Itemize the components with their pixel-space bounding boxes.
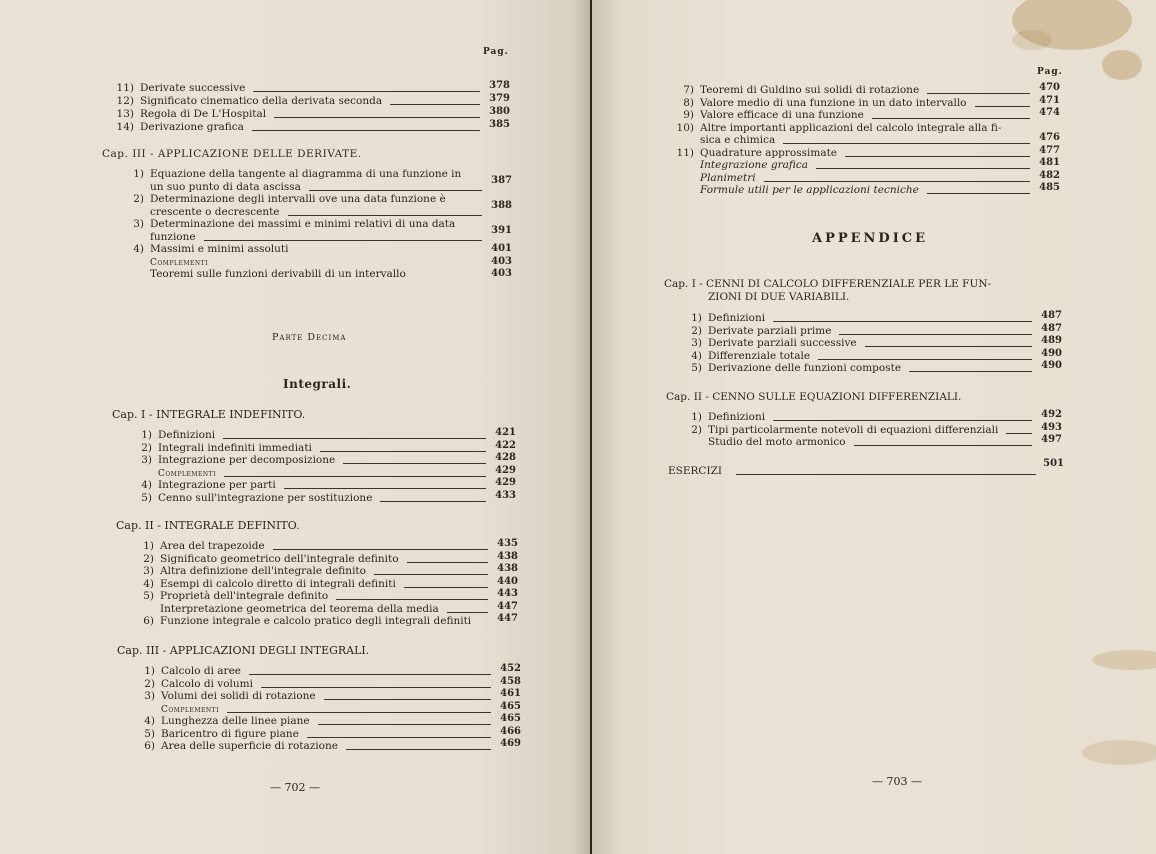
- leader-line: [204, 231, 482, 241]
- item-number: 2): [691, 324, 702, 337]
- item-number: 2): [691, 423, 702, 436]
- leader-line: [872, 109, 1030, 119]
- item-number: 2): [144, 677, 155, 690]
- toc-row: [130, 492, 372, 505]
- item-page: 422: [495, 439, 516, 451]
- item-number: 5): [143, 590, 154, 602]
- toc-row: [130, 442, 312, 455]
- leader-line: [336, 590, 488, 600]
- item-label: Determinazione dei massimi e minimi relativi di una data: [150, 218, 456, 230]
- item-number: 3): [144, 690, 155, 702]
- item-page: 489: [1041, 335, 1062, 346]
- leader-line: [854, 436, 1032, 446]
- page-number-right: — 703 —: [872, 775, 922, 788]
- toc-row: [122, 243, 289, 256]
- item-page: 387: [491, 174, 512, 186]
- toc-row-continued: [150, 206, 280, 219]
- leader-line: [346, 740, 491, 750]
- item-label: Valore medio di una funzione in un dato intervallo: [700, 96, 967, 109]
- leader-line: [404, 578, 488, 588]
- item-number: 2): [133, 193, 144, 205]
- item-label: Differenziale totale: [708, 349, 811, 362]
- pag-label-right: Pag.: [1037, 67, 1063, 77]
- item-number: 6): [143, 615, 154, 627]
- integrali-title: Integrali.: [283, 377, 352, 391]
- leader-line: [447, 603, 488, 613]
- item-page: 438: [497, 563, 518, 574]
- app-capI-title-1: Cap. I - CENNI DI CALCOLO DIFFERENZIALE PER LE FUN-: [664, 278, 992, 290]
- item-page: 429: [495, 464, 516, 476]
- item-page: 465: [500, 700, 521, 712]
- leader-line: [261, 678, 491, 688]
- toc-row: [680, 350, 810, 363]
- item-label: Integrazione grafica: [700, 159, 809, 171]
- toc-row: [132, 603, 439, 616]
- item-page: 490: [1041, 360, 1062, 371]
- stain-small: [1012, 30, 1052, 50]
- item-page: 435: [497, 538, 518, 549]
- item-number: 4): [691, 349, 702, 362]
- item-page: 497: [1041, 434, 1062, 445]
- item-page: 477: [1039, 144, 1060, 156]
- toc-row: [672, 134, 775, 147]
- item-label: Altra definizione dell'integrale definito: [160, 565, 366, 577]
- toc-row: [122, 168, 461, 181]
- item-label: Derivazione delle funzioni composte: [708, 362, 902, 374]
- item-label: Cenno sull'integrazione per sostituzione: [158, 491, 373, 504]
- item-number: 1): [133, 168, 144, 180]
- toc-row: [133, 690, 316, 703]
- toc-row: [672, 84, 919, 97]
- item-label: Altre importanti applicazioni del calcolo integrale alla fi-: [700, 121, 1002, 134]
- item-label: Complementi: [161, 704, 219, 715]
- item-number: 1): [691, 411, 702, 423]
- item-label: Complementi: [150, 257, 208, 268]
- item-label: sica e chimica: [700, 134, 776, 146]
- item-label: Volumi dei solidi di rotazione: [161, 690, 316, 702]
- item-number: 9): [683, 109, 694, 121]
- item-page: 492: [1041, 409, 1062, 420]
- item-page: 469: [500, 738, 521, 749]
- item-label: Regola di De L'Hospital: [140, 108, 267, 120]
- item-page: 378: [489, 80, 510, 91]
- leader-line: [927, 84, 1030, 94]
- item-number: 5): [144, 727, 155, 740]
- item-number: 3): [141, 454, 152, 466]
- item-number: 8): [683, 96, 694, 109]
- item-number: 4): [144, 715, 155, 727]
- item-page: 493: [1041, 421, 1062, 433]
- toc-row: [672, 122, 1001, 135]
- toc-row: [672, 109, 864, 122]
- item-label: Integrali indefiniti immediati: [158, 441, 312, 454]
- toc-row: [122, 268, 406, 281]
- stain-corner: [1102, 50, 1142, 80]
- capII-title: Cap. II - INTEGRALE DEFINITO.: [116, 519, 300, 532]
- item-label-cont: crescente o decrescente: [150, 205, 280, 218]
- item-label-cont: un suo punto di data ascissa: [150, 180, 301, 193]
- leader-line: [927, 184, 1030, 194]
- toc-row: [130, 454, 335, 467]
- item-number: 10): [676, 121, 694, 134]
- item-label: Esempi di calcolo diretto di integrali definiti: [160, 577, 396, 590]
- leader-line: [816, 159, 1030, 169]
- item-page: 487: [1041, 322, 1062, 334]
- right-page: [592, 0, 1156, 854]
- pag-label: Pag.: [483, 47, 509, 57]
- item-number: 14): [116, 121, 134, 133]
- leader-line: [318, 715, 491, 725]
- item-page: 385: [489, 119, 510, 130]
- toc-row: [133, 740, 338, 753]
- toc-row: [680, 411, 765, 424]
- item-number: 1): [143, 540, 154, 552]
- item-page: 482: [1039, 169, 1060, 181]
- toc-row: [672, 159, 808, 172]
- leader-line: [975, 97, 1030, 107]
- stain-bottom: [1092, 650, 1156, 670]
- toc-row: [672, 172, 756, 185]
- item-number: 7): [683, 84, 694, 96]
- item-page: 466: [500, 725, 521, 737]
- toc-row: [680, 312, 765, 325]
- leader-line: [773, 312, 1032, 322]
- toc-row: [133, 665, 241, 678]
- item-number: 12): [116, 95, 134, 107]
- item-page: 474: [1039, 107, 1060, 118]
- leader-line: [736, 465, 1036, 475]
- item-page: 481: [1039, 157, 1060, 168]
- item-label: Derivate parziali successive: [708, 337, 857, 349]
- item-page: 401: [491, 243, 512, 254]
- item-number: 4): [143, 577, 154, 590]
- toc-row: [130, 429, 215, 442]
- item-number: 6): [144, 740, 155, 752]
- item-number: 2): [143, 552, 154, 565]
- item-label: Planimetri: [700, 171, 756, 184]
- parte-decima: Parte Decima: [272, 332, 347, 343]
- item-label: Significato cinematico della derivata seconda: [140, 95, 383, 107]
- item-page: 379: [489, 93, 510, 104]
- toc-row: [672, 147, 837, 160]
- item-page: 440: [497, 575, 518, 587]
- esercizi-row: [668, 465, 1063, 478]
- toc-row-continued: [150, 231, 196, 244]
- item-number: 3): [133, 218, 144, 230]
- item-number: 5): [691, 362, 702, 374]
- item-number: 5): [141, 491, 152, 504]
- item-number: 2): [141, 441, 152, 454]
- leader-line: [909, 362, 1032, 372]
- esercizi-label: ESERCIZI: [668, 465, 723, 477]
- item-label: Derivate parziali prime: [708, 324, 832, 337]
- item-page: 447: [497, 613, 518, 624]
- leader-line: [764, 172, 1030, 182]
- leader-line: [865, 337, 1032, 347]
- item-number: 1): [141, 429, 152, 441]
- toc-row: [122, 218, 455, 231]
- toc-row: [132, 578, 396, 591]
- leader-line: [324, 690, 491, 700]
- item-label: Lunghezza delle linee piane: [161, 715, 310, 727]
- item-page: 465: [500, 713, 521, 724]
- item-number: 11): [116, 82, 134, 94]
- toc-row-continued: [150, 181, 301, 194]
- leader-line: [839, 325, 1032, 335]
- item-page: 403: [491, 255, 512, 267]
- leader-line: [320, 442, 486, 452]
- item-label: Massimi e minimi assoluti: [150, 243, 289, 255]
- toc-row: [133, 678, 253, 691]
- toc-row: [680, 362, 901, 375]
- leader-line: [390, 95, 480, 105]
- leader-line: [223, 429, 486, 439]
- item-label: Calcolo di volumi: [161, 677, 253, 690]
- item-number: 1): [144, 665, 155, 677]
- toc-row: [112, 121, 244, 134]
- item-label: Definizioni: [708, 411, 766, 423]
- item-page: 471: [1039, 94, 1060, 106]
- toc-row: [132, 540, 265, 553]
- toc-row: [680, 325, 831, 338]
- item-number: 4): [141, 479, 152, 491]
- item-page: 461: [500, 688, 521, 699]
- item-page: 388: [491, 199, 512, 211]
- item-label: Teoremi di Guldino sui solidi di rotazione: [700, 84, 920, 96]
- item-label: Baricentro di figure piane: [161, 727, 299, 740]
- app-capII-title: Cap. II - CENNO SULLE EQUAZIONI DIFFERENZIALI.: [666, 391, 962, 403]
- item-label: Area del trapezoide: [160, 540, 265, 552]
- item-page: 447: [497, 600, 518, 612]
- leader-line: [309, 181, 482, 191]
- leader-line: [249, 665, 491, 675]
- toc-row: [132, 590, 328, 603]
- toc-row: [122, 193, 446, 206]
- item-number: 3): [691, 337, 702, 349]
- toc-row: [132, 565, 366, 578]
- item-page: 452: [500, 663, 521, 674]
- item-label: Area delle superficie di rotazione: [161, 740, 338, 752]
- toc-row: [112, 108, 266, 121]
- item-number: 1): [691, 312, 702, 324]
- item-number: 11): [676, 146, 694, 159]
- item-page: 438: [497, 550, 518, 562]
- item-page: 458: [500, 675, 521, 687]
- page-number-left: — 702 —: [270, 781, 320, 794]
- item-label: Derivate successive: [140, 82, 246, 94]
- item-page: 487: [1041, 310, 1062, 321]
- leader-line: [773, 411, 1032, 421]
- item-label: Funzione integrale e calcolo pratico degli integrali definiti: [160, 615, 472, 627]
- item-page: 380: [489, 106, 510, 117]
- stain-bottom-2: [1082, 740, 1156, 765]
- toc-row: [680, 436, 846, 449]
- item-label: Definizioni: [708, 312, 766, 324]
- item-label: Definizioni: [158, 429, 216, 441]
- toc-row: [130, 479, 276, 492]
- toc-row: [133, 715, 310, 728]
- toc-row: [133, 728, 299, 741]
- item-label: Tipi particolarmente notevoli di equazioni differenziali: [708, 423, 999, 436]
- leader-line: [783, 134, 1030, 144]
- item-page: 403: [491, 268, 512, 279]
- capI-title: Cap. I - INTEGRALE INDEFINITO.: [112, 408, 306, 421]
- leader-line: [253, 82, 480, 92]
- item-label: Equazione della tangente al diagramma di una funzione in: [150, 168, 462, 180]
- toc-row: [112, 82, 245, 95]
- item-page: 433: [495, 489, 516, 501]
- item-page: 485: [1039, 182, 1060, 193]
- item-label: Teoremi sulle funzioni derivabili di un intervallo: [150, 268, 406, 280]
- item-label: Formule utili per le applicazioni tecniche: [700, 184, 919, 196]
- item-label: Studio del moto armonico: [708, 436, 846, 448]
- item-label: Valore efficace di una funzione: [700, 109, 864, 121]
- leader-line: [1006, 424, 1032, 434]
- toc-row: [132, 553, 399, 566]
- leader-line: [374, 565, 488, 575]
- toc-row: [672, 184, 919, 197]
- toc-row: [112, 95, 382, 108]
- leader-line: [284, 479, 486, 489]
- leader-line: [274, 108, 480, 118]
- item-page: 421: [495, 427, 516, 438]
- item-page: 470: [1039, 82, 1060, 93]
- leader-line: [380, 492, 486, 502]
- toc-row: [680, 337, 857, 350]
- item-page: 428: [495, 452, 516, 463]
- item-label: Derivazione grafica: [140, 121, 244, 133]
- item-label: Calcolo di aree: [161, 665, 241, 677]
- toc-row: [680, 424, 998, 437]
- toc-row: [672, 97, 967, 110]
- item-label: Determinazione degli intervalli ove una data funzione è: [150, 193, 446, 205]
- leader-line: [845, 147, 1030, 157]
- leader-line: [407, 553, 488, 563]
- leader-line: [227, 703, 491, 713]
- item-label: Interpretazione geometrica del teorema della media: [160, 602, 439, 615]
- item-label: Proprietà dell'integrale definito: [160, 590, 329, 602]
- item-page: 476: [1039, 132, 1060, 143]
- appendice-title: APPENDICE: [812, 231, 929, 246]
- esercizi-page: 501: [1043, 458, 1064, 469]
- cap3-title: Cap. III - APPLICAZIONE DELLE DERIVATE.: [102, 148, 362, 160]
- leader-line: [307, 728, 491, 738]
- item-number: 3): [143, 565, 154, 577]
- item-label: Quadrature approssimate: [700, 146, 838, 159]
- leader-line: [288, 206, 482, 216]
- leader-line: [343, 454, 486, 464]
- item-number: 13): [116, 108, 134, 120]
- item-page: 429: [495, 477, 516, 488]
- item-label: Complementi: [158, 468, 216, 479]
- app-capI-title-2: ZIONI DI DUE VARIABILI.: [708, 291, 850, 303]
- item-label: Integrazione per decomposizione: [158, 454, 336, 466]
- leader-line: [224, 467, 486, 477]
- leader-line: [818, 350, 1032, 360]
- leader-line: [252, 121, 480, 131]
- toc-row: [132, 615, 471, 628]
- item-number: 4): [133, 243, 144, 255]
- item-label: Integrazione per parti: [158, 479, 276, 491]
- item-label: Significato geometrico dell'integrale definito: [160, 552, 399, 565]
- item-page: 443: [497, 588, 518, 599]
- leader-line: [273, 540, 488, 550]
- item-label-cont: funzione: [150, 230, 196, 243]
- item-page: 391: [491, 224, 512, 236]
- capIII-title: Cap. III - APPLICAZIONI DEGLI INTEGRALI.: [117, 644, 370, 657]
- item-page: 490: [1041, 347, 1062, 359]
